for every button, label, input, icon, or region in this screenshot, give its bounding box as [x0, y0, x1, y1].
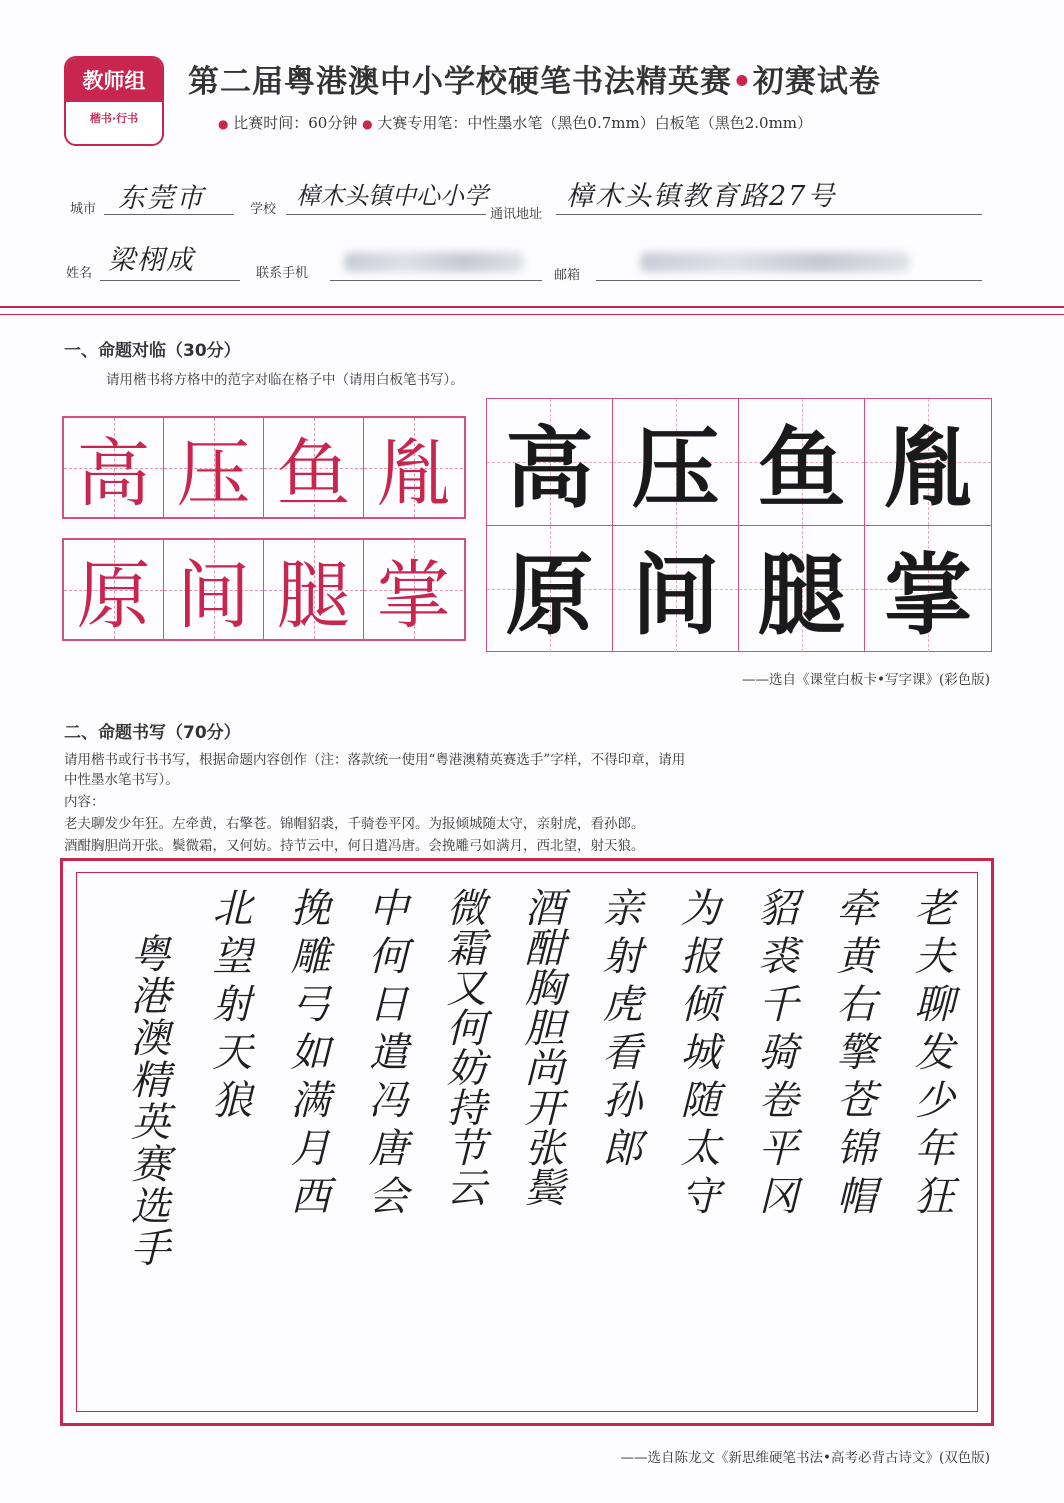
poem-column: 微霜又何妨持节云	[440, 887, 486, 1207]
model-cell	[613, 526, 739, 652]
poem-column: 北望射天狼	[206, 887, 252, 1127]
section1-instruction: 请用楷书将方格中的范字对临在格子中（请用白板笔书写）。	[106, 372, 464, 388]
address-underline	[556, 214, 982, 215]
email-underline	[596, 280, 982, 281]
header-divider-thin	[0, 314, 1064, 315]
model-cell	[487, 526, 613, 652]
model-char: 掌	[883, 543, 972, 647]
phone-redacted	[344, 252, 524, 272]
grid-cell[interactable]	[364, 418, 463, 517]
grid-cell[interactable]	[264, 418, 364, 517]
bullet-icon: ●	[362, 117, 373, 131]
page-title	[188, 56, 881, 101]
practice-char: 压	[176, 430, 251, 517]
model-cell	[739, 526, 865, 652]
model-char: 胤	[883, 416, 972, 520]
model-cell	[613, 399, 739, 526]
practice-grid-row1	[62, 416, 466, 519]
practice-char: 鱼	[276, 430, 351, 517]
teacher-group-badge	[64, 56, 164, 146]
poem-column: 牵黄右擎苍锦帽	[830, 887, 876, 1223]
section1-heading: 一、命题对临（30分）	[64, 341, 241, 361]
name-label: 姓名	[66, 266, 93, 281]
pen-requirement: 大赛专用笔：中性墨水笔（黑色0.7mm）白板笔（黑色2.0mm）	[377, 114, 813, 132]
practice-char: 胤	[376, 430, 451, 517]
practice-char: 间	[176, 552, 251, 639]
model-char: 压	[631, 416, 720, 520]
content-line1: 老夫聊发少年狂。左牵黄，右擎苍。锦帽貂裘，千骑卷平冈。为报倾城随太守，亲射虎，看孙郎。	[64, 816, 645, 832]
header-divider	[0, 306, 1064, 308]
bullet-icon: ●	[218, 117, 229, 131]
model-cell	[487, 399, 613, 526]
practice-char: 腿	[276, 552, 351, 639]
grid-cell[interactable]	[64, 540, 164, 639]
section1-caption: ——选自《课堂白板卡•写字课》(彩色版)	[742, 672, 990, 688]
content-line2: 酒酣胸胆尚开张。鬓微霜，又何妨。持节云中，何日遣冯唐。会挽雕弓如满月，西北望，射天狼。	[64, 838, 645, 854]
poem-column: 老夫聊发少年狂	[908, 887, 954, 1223]
city-label: 城市	[70, 202, 97, 217]
model-cell	[865, 399, 991, 526]
title-main: 第二届粤港澳中小学校硬笔书法精英赛	[188, 64, 732, 100]
section2-instruction-line1: 请用楷书或行书书写，根据命题内容创作（注：落款统一使用“粤港澳精英赛选手”字样，不得印章，请用	[64, 752, 686, 768]
signature-column: 粤港澳精英赛选手	[124, 933, 170, 1269]
address-label: 通讯地址	[490, 207, 543, 222]
title-dot: •	[732, 64, 753, 100]
writing-frame[interactable]	[76, 872, 978, 1412]
grid-cell[interactable]	[264, 540, 364, 639]
name-underline	[100, 280, 240, 281]
poem-column: 酒酣胸胆尚开张鬓	[518, 887, 564, 1207]
poem-column: 貂裘千骑卷平冈	[752, 887, 798, 1223]
city-underline	[104, 214, 234, 215]
phone-underline	[330, 280, 542, 281]
subtitle	[218, 112, 812, 133]
badge-subtitle: 楷书·行书	[89, 112, 139, 125]
model-char: 原	[505, 543, 594, 647]
poem-column: 为报倾城随太守	[674, 887, 720, 1223]
model-char: 间	[631, 543, 720, 647]
model-char: 腿	[757, 543, 846, 647]
model-char: 高	[505, 416, 594, 520]
model-char: 鱼	[757, 416, 846, 520]
city-value[interactable]: 东莞市	[118, 183, 205, 214]
title-suffix: 初赛试卷	[752, 64, 881, 100]
poem-column: 挽雕弓如满月西	[284, 887, 330, 1223]
grid-cell[interactable]	[364, 540, 463, 639]
practice-char: 高	[76, 430, 151, 517]
school-underline	[286, 214, 486, 215]
poem-column: 亲射虎看孙郎	[596, 887, 642, 1175]
section2-caption: ——选自陈龙文《新思维硬笔书法•高考必背古诗文》(双色版)	[620, 1450, 990, 1466]
section2-instruction-line2: 中性墨水笔书写）。	[64, 772, 179, 788]
model-cell	[739, 399, 865, 526]
school-label: 学校	[250, 202, 277, 217]
grid-cell[interactable]	[164, 418, 264, 517]
email-redacted	[640, 252, 910, 272]
grid-cell[interactable]	[64, 418, 164, 517]
email-label: 邮箱	[554, 268, 581, 283]
practice-grid-row2	[62, 538, 466, 641]
practice-char: 掌	[376, 552, 451, 639]
address-value[interactable]: 樟木头镇教育路27号	[566, 181, 837, 212]
model-cell	[865, 526, 991, 652]
poem-column: 中何日遣冯唐会	[362, 887, 408, 1223]
practice-char: 原	[76, 552, 151, 639]
section2-heading: 二、命题书写（70分）	[64, 723, 241, 743]
model-grid	[486, 398, 992, 652]
badge-title: 教师组	[66, 58, 162, 102]
grid-cell[interactable]	[164, 540, 264, 639]
name-value[interactable]: 梁栩成	[108, 245, 195, 276]
school-value[interactable]: 樟木头镇中心小学	[296, 182, 488, 210]
phone-label: 联系手机	[256, 266, 309, 281]
content-label: 内容：	[64, 794, 105, 810]
exam-time: 比赛时间：60分钟	[233, 114, 358, 132]
